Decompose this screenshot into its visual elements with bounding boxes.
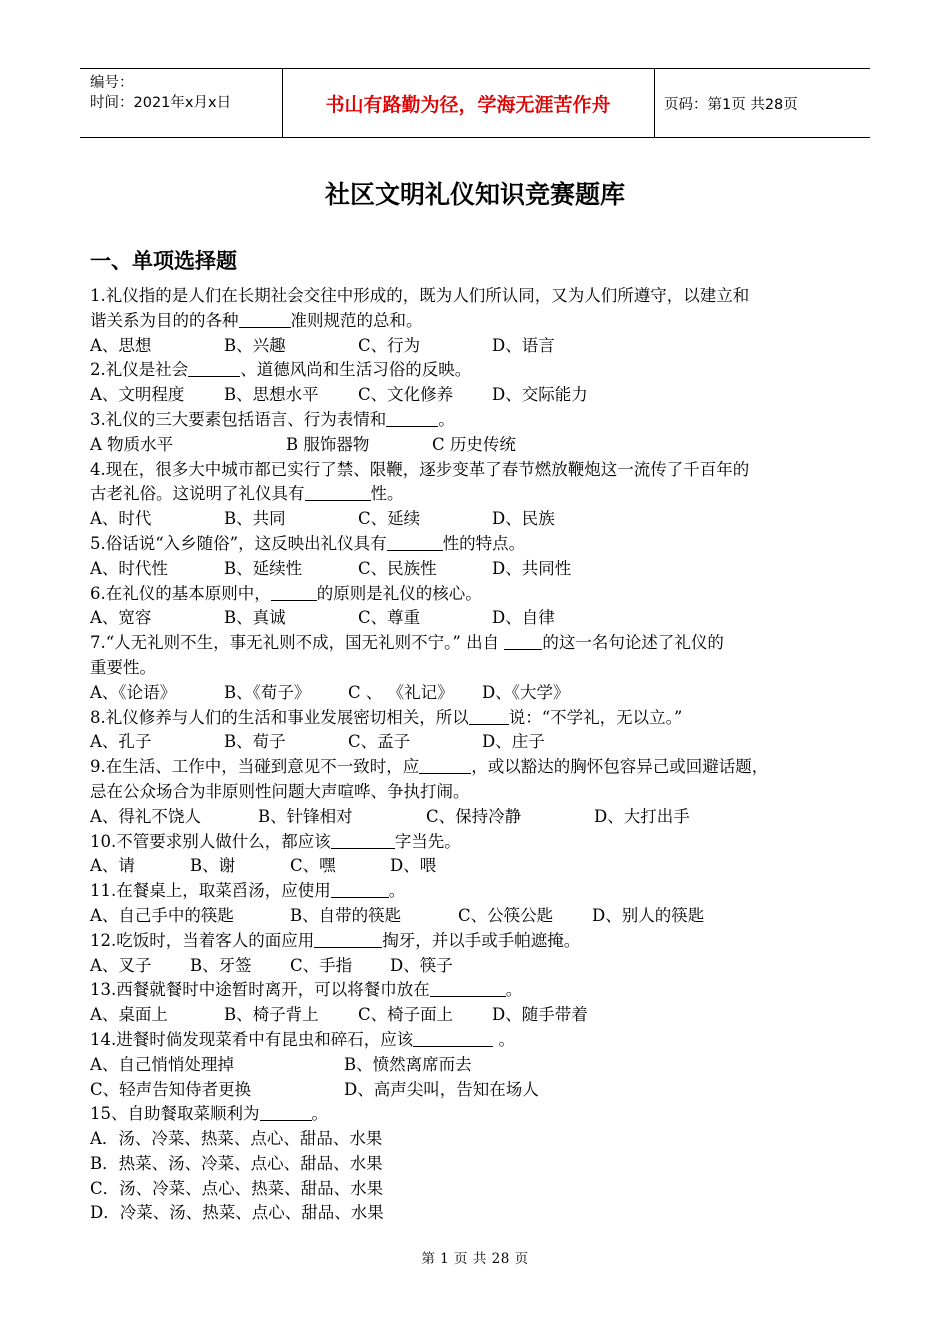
answer-blank xyxy=(271,584,317,601)
option: D、《大学》 xyxy=(482,682,570,702)
option: B、谢 xyxy=(190,856,236,876)
option: D、喂 xyxy=(390,856,437,876)
option: B．热菜、汤、冷菜、点心、甜品、水果 xyxy=(90,1153,383,1173)
option: A、孔子 xyxy=(90,732,152,752)
document-title: 社区文明礼仪知识竞赛题库 xyxy=(324,180,625,209)
question-text: 12.吃饭时，当着客人的面应用 掏牙，并以手或手帕遮掩。 xyxy=(90,930,581,950)
question-text: 2.礼仪是社会 、道德风尚和生活习俗的反映。 xyxy=(90,360,472,380)
option: C、孟子 xyxy=(348,732,411,752)
header-motto: 书山有路勤为径，学海无涯苦作舟 xyxy=(325,93,611,116)
question-text: 11.在餐桌上，取菜舀汤，应使用 。 xyxy=(90,881,406,901)
answer-blank xyxy=(469,708,509,725)
answer-blank xyxy=(430,980,506,997)
option: C、民族性 xyxy=(358,558,437,578)
option: C、椅子面上 xyxy=(358,1005,454,1025)
option: D、自律 xyxy=(492,608,555,628)
page-header xyxy=(80,68,870,138)
option: D、大打出手 xyxy=(594,806,690,826)
option-row xyxy=(90,1078,870,1103)
option: B、愤然离席而去 xyxy=(344,1054,472,1074)
question-text: 1.礼仪指的是人们在长期社会交往中形成的，既为人们所认同，又为人们所遵守，以建立和 xyxy=(90,286,750,305)
option: D、别人的筷匙 xyxy=(592,905,705,925)
question-text: 4.现在，很多大中城市都已实行了禁、限鞭，逐步变革了春节燃放鞭炮这一流传了千百年的 xyxy=(90,459,750,479)
option: A、文明程度 xyxy=(90,385,185,405)
header-motto-cell xyxy=(282,69,655,137)
option: D、随手带着 xyxy=(492,1005,588,1025)
header-page-info: 页码：第1页 共28页 xyxy=(664,96,798,113)
page-footer: 第 1 页 共 28 页 xyxy=(421,1251,529,1267)
option: A、桌面上 xyxy=(90,1005,168,1025)
option-row xyxy=(90,954,870,979)
option: B、牙签 xyxy=(190,955,252,975)
option: B、延续性 xyxy=(224,558,303,578)
answer-blank xyxy=(305,484,371,501)
option-row xyxy=(90,1003,870,1028)
option-row xyxy=(90,606,870,631)
option: C、尊重 xyxy=(358,608,421,628)
doc-code-label: 编号： xyxy=(90,75,134,91)
option: A、自己手中的筷匙 xyxy=(90,905,234,925)
answer-blank xyxy=(413,1030,493,1047)
option: B、针锋相对 xyxy=(258,806,353,826)
answer-blank xyxy=(331,832,395,849)
question-text: 15、自助餐取菜顺利为 。 xyxy=(90,1104,328,1124)
option: C、延续 xyxy=(358,509,421,529)
question-text: 古老礼俗。这说明了礼仪具有 性。 xyxy=(90,484,404,504)
question-text: 8.礼仪修养与人们的生活和事业发展密切相关，所以 说：“不学礼，无以立。” xyxy=(90,707,683,727)
option: A、时代 xyxy=(90,509,152,529)
option: D、筷子 xyxy=(390,955,453,975)
option-row xyxy=(90,681,870,706)
option: D、交际能力 xyxy=(492,385,588,405)
question-list xyxy=(90,284,870,1226)
option: B、《荀子》 xyxy=(224,682,311,702)
question-text: 忌在公众场合为非原则性问题大声喧哗、争执打闹。 xyxy=(90,781,470,801)
option-row xyxy=(90,904,870,929)
option: C、文化修养 xyxy=(358,385,454,405)
option-row xyxy=(90,854,870,879)
option: B、自带的筷匙 xyxy=(290,905,402,925)
answer-blank xyxy=(260,1104,312,1121)
question-text: 6.在礼仪的基本原则中， 的原则是礼仪的核心。 xyxy=(90,583,482,603)
option-row xyxy=(90,383,870,408)
option: A、思想 xyxy=(90,335,152,355)
answer-blank xyxy=(419,757,471,774)
option: A．汤、冷菜、热菜、点心、甜品、水果 xyxy=(90,1129,383,1149)
option-row xyxy=(90,805,870,830)
option: D．冷菜、汤、热菜、点心、甜品、水果 xyxy=(90,1203,384,1223)
option-row xyxy=(90,507,870,532)
option: B、兴趣 xyxy=(224,335,286,355)
option: B、思想水平 xyxy=(224,385,319,405)
option: A、请 xyxy=(90,856,135,876)
option: A、叉子 xyxy=(90,955,152,975)
option-row xyxy=(90,334,870,359)
option: B、荀子 xyxy=(224,732,286,752)
option-row xyxy=(90,1053,870,1078)
section-heading: 一、单项选择题 xyxy=(90,249,237,273)
option: B、共同 xyxy=(224,509,286,529)
question-text: 3.礼仪的三大要素包括语言、行为表情和 。 xyxy=(90,409,455,429)
option-row xyxy=(90,730,870,755)
answer-blank xyxy=(314,931,382,948)
question-text: 重要性。 xyxy=(90,657,156,677)
question-text: 14.进餐时倘发现菜肴中有昆虫和碎石，应该 。 xyxy=(90,1029,515,1049)
option-row xyxy=(90,557,870,582)
option: A、宽容 xyxy=(90,608,152,628)
option: C、轻声告知侍者更换 xyxy=(90,1079,252,1099)
answer-blank xyxy=(386,410,438,427)
answer-blank xyxy=(331,881,389,898)
option: D、共同性 xyxy=(492,558,572,578)
answer-blank xyxy=(387,534,443,551)
doc-date: 时间：2021年x月x日 xyxy=(90,95,232,111)
option: D、庄子 xyxy=(482,732,545,752)
option: A、自己悄悄处理掉 xyxy=(90,1054,234,1074)
option: A、得礼不饶人 xyxy=(90,806,201,826)
answer-blank xyxy=(239,311,291,328)
option: C、公筷公匙 xyxy=(458,905,554,925)
question-text: 13.西餐就餐时中途暂时离开，可以将餐巾放在 。 xyxy=(90,980,523,1000)
option-row xyxy=(90,433,870,458)
option: B、真诚 xyxy=(224,608,286,628)
option: A 物质水平 xyxy=(90,434,174,454)
answer-blank xyxy=(188,360,240,377)
option: A、时代性 xyxy=(90,558,168,578)
option: C、保持冷静 xyxy=(426,806,522,826)
option: C．汤、冷菜、点心、热菜、甜品、水果 xyxy=(90,1178,384,1198)
question-text: 9.在生活、工作中，当碰到意见不一致时，应 ，或以豁达的胸怀包容异己或回避话题， xyxy=(90,757,769,777)
answer-blank xyxy=(504,633,542,650)
header-page-cell xyxy=(654,69,870,137)
option: C、手指 xyxy=(290,955,353,975)
question-text: 10.不管要求别人做什么，都应该 字当先。 xyxy=(90,831,461,851)
question-text: 5.俗话说“入乡随俗”，这反映出礼仪具有 性的特点。 xyxy=(90,533,526,553)
option: D、高声尖叫，告知在场人 xyxy=(344,1079,539,1099)
option: C 历史传统 xyxy=(432,434,516,454)
option: D、民族 xyxy=(492,509,555,529)
question-text: 7.“人无礼则不生，事无礼则不成，国无礼则不宁。” 出自 的这一名句论述了礼仪的 xyxy=(90,633,724,653)
option: C 、 《礼记》 xyxy=(348,682,454,702)
header-meta xyxy=(80,69,283,137)
question-text: 谐关系为目的的各种 准则规范的总和。 xyxy=(90,310,423,330)
option: B、椅子背上 xyxy=(224,1005,319,1025)
option: C、嘿 xyxy=(290,856,336,876)
option: D、语言 xyxy=(492,335,555,355)
option: A、《论语》 xyxy=(90,682,177,702)
option: B 服饰器物 xyxy=(286,434,370,454)
option: C、行为 xyxy=(358,335,421,355)
